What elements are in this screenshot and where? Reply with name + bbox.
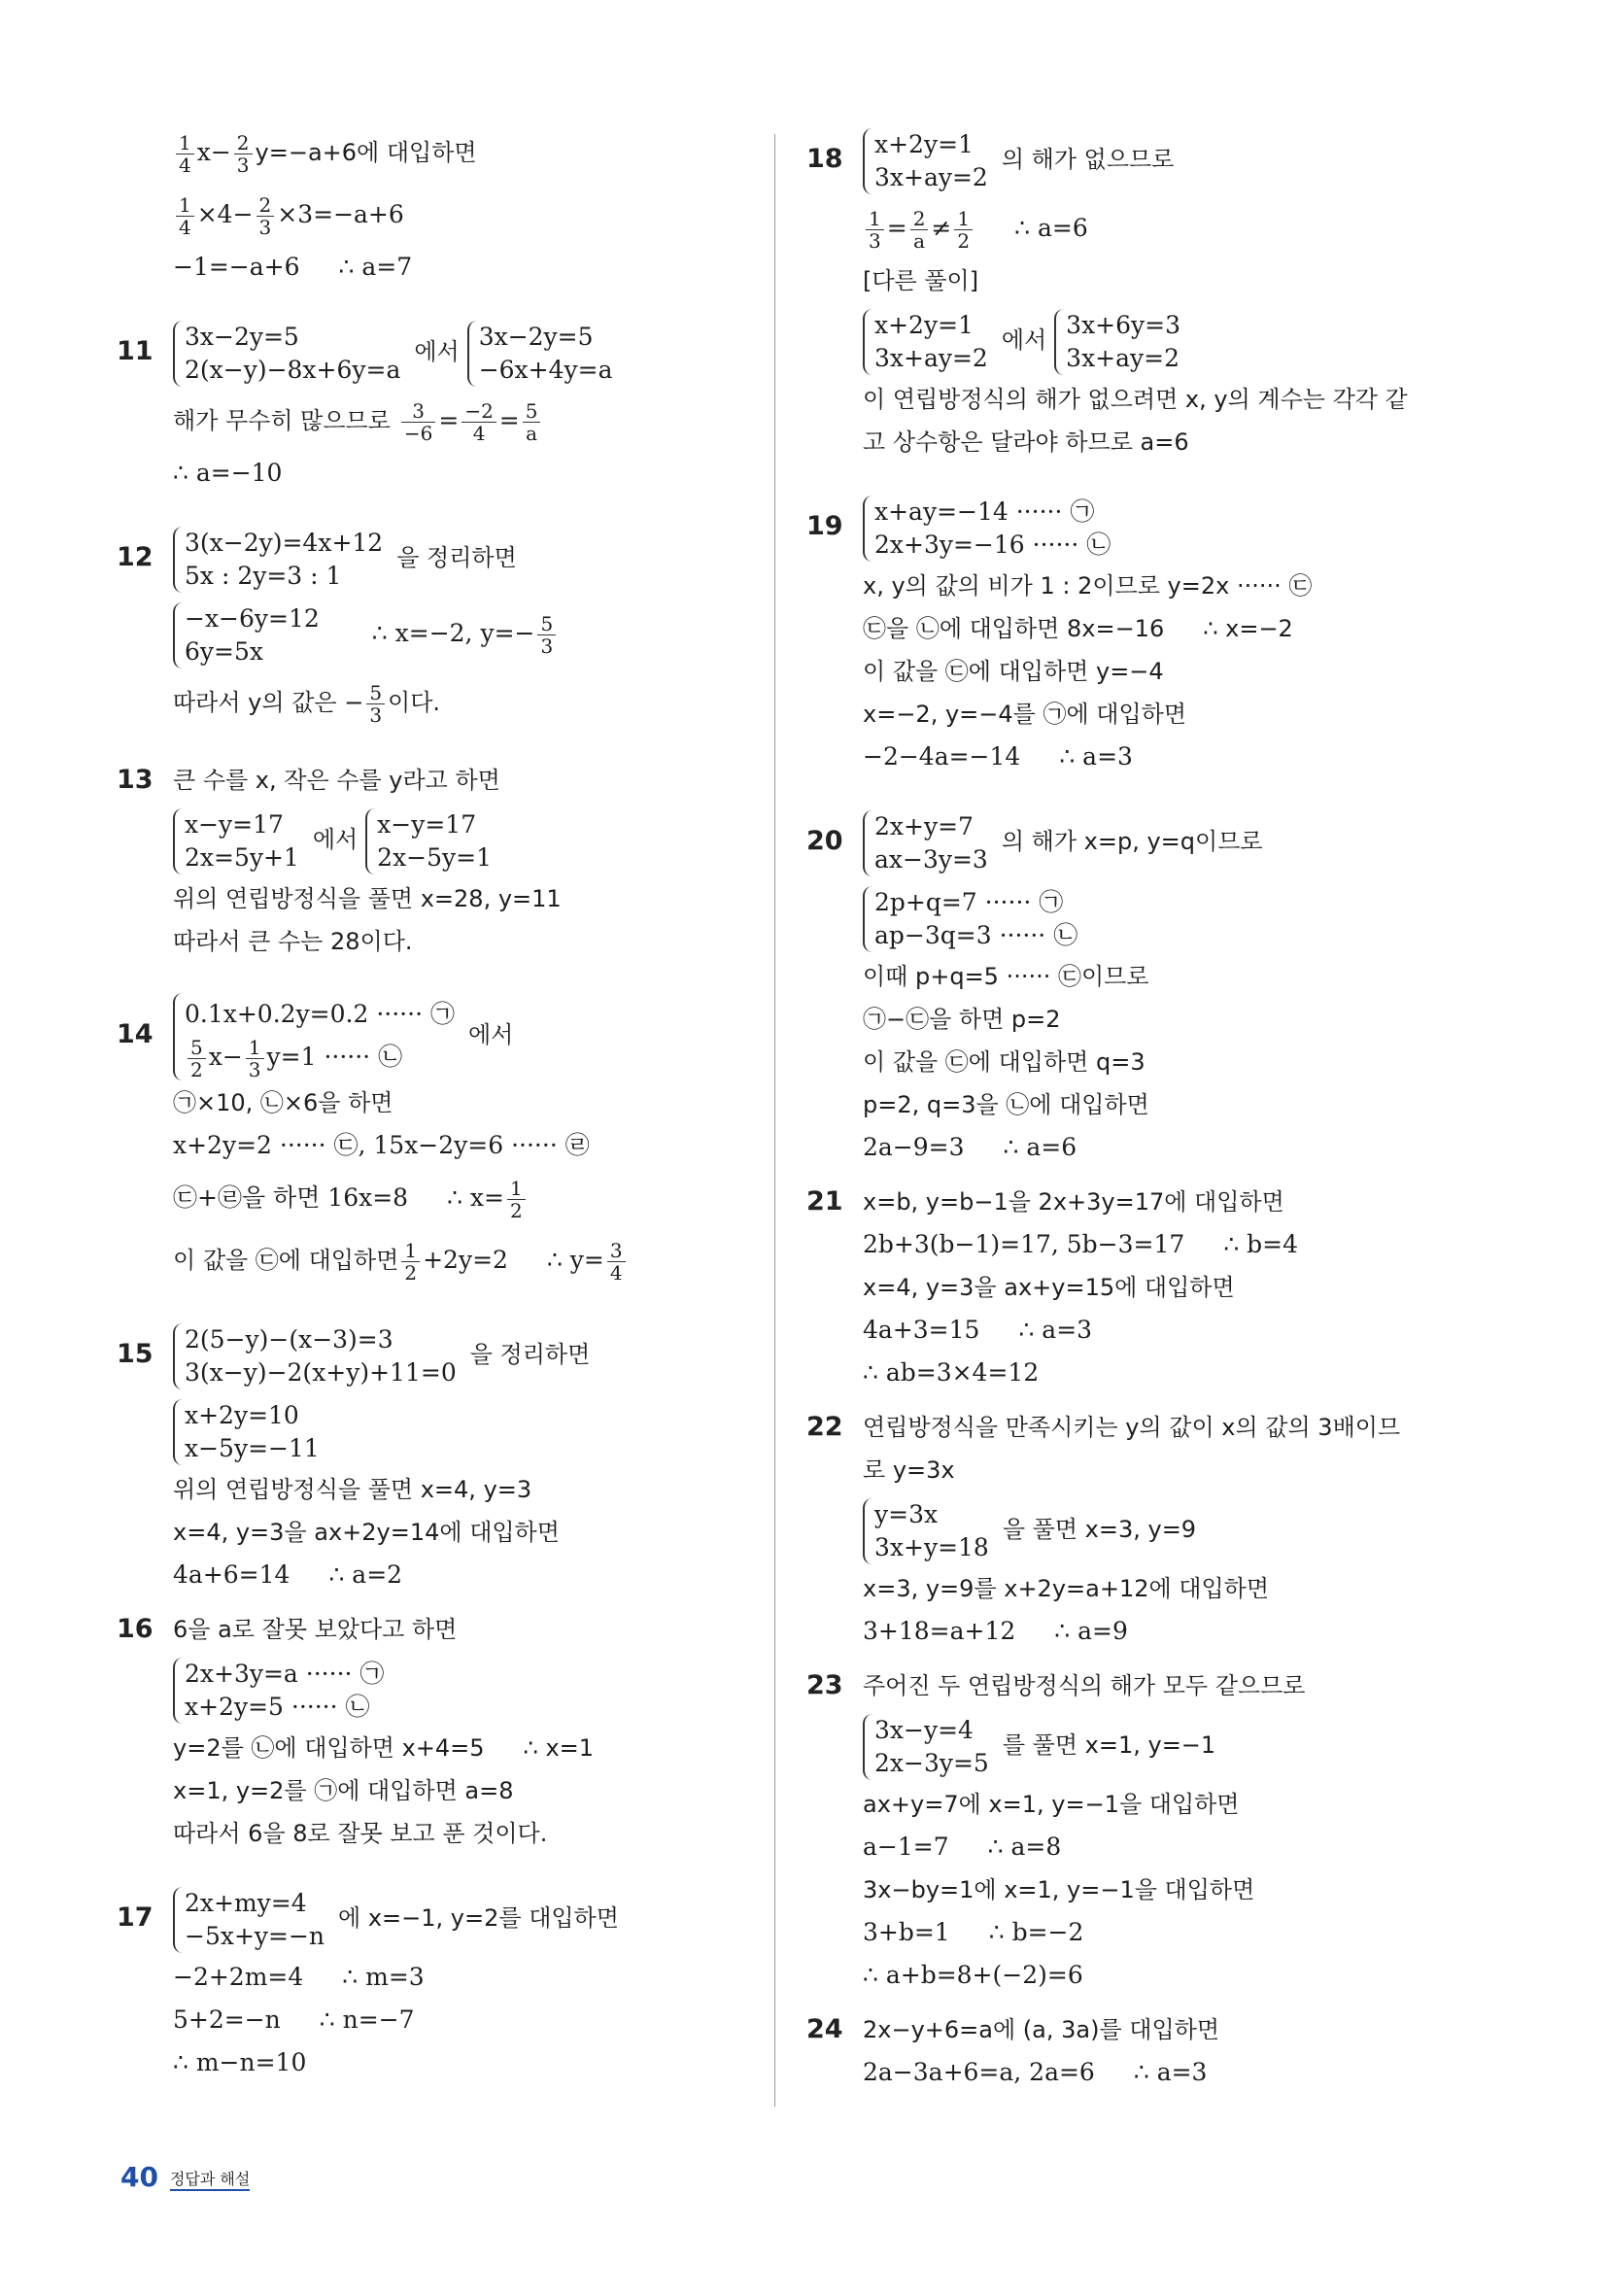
equation-system: 2p+q=7 ······ ㉠ ap−3q=3 ······ ㉡ bbox=[863, 886, 1083, 952]
fraction: $\frac{3}{4}$ bbox=[607, 1240, 626, 1284]
fraction: $\frac{5}{3}$ bbox=[366, 682, 385, 726]
fraction: $\frac{1}{3}$ bbox=[246, 1037, 264, 1080]
equation-system: 2x+y=7 ax−3y=3 bbox=[863, 810, 994, 876]
problem-number: 23 bbox=[806, 1670, 843, 1700]
problem-22: 22 연립방정식을 만족시키는 y의 값이 x의 값의 3배이므 로 y=3x y=3x 3x+y=18 을 풀면 x=3, y=9 x=3, y=9를 x+2y=a+12에 대입하면 3+18=a+12 ∴ a=9 bbox=[806, 1406, 1448, 1653]
problem-14: 14 0.1x+0.2y=0.2 ······ ㉠ $\frac{5}{2}$ x− $\frac{1}{3}$ y=1 ······ ㉡ 에서 ㉠×10, ㉡×6을 하면 x+2y=2 ······ ㉢, 15x−2y=6 ······ ㉣ ㉢+㉣을 하면 16x=8 ∴ x= $\frac{1}{2}$ 이 값을 ㉢에 대입하면 $\frac{1}{2}$ +2y=2 ∴ y= $\frac{3}{4}$ bbox=[117, 988, 758, 1291]
fraction: $\frac{2}{3}$ bbox=[234, 132, 253, 176]
equation-system: x+2y=1 3x+ay=2 bbox=[863, 128, 994, 194]
column-divider bbox=[774, 134, 775, 2107]
fraction: $\frac{5}{2}$ bbox=[188, 1037, 206, 1080]
fraction: $\frac{1}{4}$ bbox=[176, 194, 194, 238]
equation-system: 3x−y=4 2x−3y=5 bbox=[863, 1714, 995, 1780]
equation-system: x+2y=10 x−5y=−11 bbox=[173, 1399, 325, 1465]
problem-16: 16 6을 a로 잘못 보았다고 하면 2x+3y=a ······ ㉠ x+2y=5 ······ ㉡ y=2를 ㉡에 대입하면 x+4=5 ∴ x=1 x=1, y=2를 ㉠에 대입하면 a=8 따라서 6을 8로 잘못 보고 푼 것이다. bbox=[117, 1608, 758, 1855]
problem-number: 11 bbox=[117, 336, 154, 366]
equation-system: y=3x 3x+y=18 bbox=[863, 1498, 995, 1564]
problem-number: 22 bbox=[806, 1412, 843, 1442]
problem-number: 12 bbox=[117, 542, 154, 572]
fraction: $\frac{1}{2}$ bbox=[401, 1240, 420, 1284]
fraction: $\frac{1}{2}$ bbox=[954, 208, 973, 252]
fraction: $\frac{2}{3}$ bbox=[256, 194, 275, 238]
problem-number: 20 bbox=[806, 826, 843, 856]
problem-13: 13 큰 수를 x, 작은 수를 y라고 하면 x−y=17 2x=5y+1 에서 x−y=17 2x−5y=1 위의 연립방정식을 풀면 x=28, y=11 따라서 큰 수는 28이다. bbox=[117, 759, 758, 963]
fraction: $\frac{1}{3}$ bbox=[866, 208, 884, 252]
problem-number: 24 bbox=[806, 2014, 843, 2044]
problem-17: 17 2x+my=4 −5x+y=−n 에 x=−1, y=2를 대입하면 −2+2m=4 ∴ m=3 5+2=−n ∴ n=−7 ∴ m−n=10 bbox=[117, 1880, 758, 2084]
fraction: $\frac{2}{a}$ bbox=[910, 208, 929, 252]
equation-system: 0.1x+0.2y=0.2 ······ ㉠ $\frac{5}{2}$ x− $\frac{1}{3}$ y=1 ······ ㉡ bbox=[173, 993, 461, 1080]
problem-15: 15 2(5−y)−(x−3)=3 3(x−y)−2(x+y)+11=0 을 정리하면 x+2y=10 x−5y=−11 위의 연립방정식을 풀면 x=4, y=3 x=4, y=3을 ax+2y=14에 대입하면 4a+6=14 ∴ a=2 bbox=[117, 1317, 758, 1596]
problem-number: 13 bbox=[117, 765, 154, 795]
problem-19: 19 x+ay=−14 ······ ㉠ 2x+3y=−16 ······ ㉡ x, y의 값의 비가 1 : 2이므로 y=2x ······ ㉢ ㉢을 ㉡에 대입하면 8x=−16 ∴ x=−2 이 값을 ㉢에 대입하면 y=−4 x=−2, y=−4를 ㉠에 대입하면 −2−4a=−14 ∴ a=3 bbox=[806, 489, 1448, 778]
problem-number: 14 bbox=[117, 1019, 154, 1049]
equation-system: 3x−2y=5 2(x−y)−8x+6y=a bbox=[173, 321, 406, 387]
page-footer bbox=[120, 2161, 251, 2193]
equation-system: x+2y=1 3x+ay=2 bbox=[863, 309, 994, 375]
equation-system: x+ay=−14 ······ ㉠ 2x+3y=−16 ······ ㉡ bbox=[863, 496, 1116, 562]
fraction: $\frac{3}{-6}$ bbox=[401, 400, 435, 444]
problem-18: 18 x+2y=1 3x+ay=2 의 해가 없으므로 $\frac{1}{3}$ = $\frac{2}{a}$ ≠ $\frac{1}{2}$ ∴ a=6 [다른 풀이] x+2y=1 3x+ay=2 에서 3x+6y=3 3x+ay=2 이 연립방정식의 해가 없으려면 x, y의 계수는 각각 같 고 상수항은 달라야 하므로 a=6 bbox=[806, 121, 1448, 463]
equation-system: 3(x−2y)=4x+12 5x : 2y=3 : 1 bbox=[173, 527, 389, 593]
equation-system: −x−6y=12 6y=5x bbox=[173, 602, 325, 668]
page-number: 40 bbox=[120, 2161, 158, 2193]
fraction: $\frac{5}{3}$ bbox=[537, 613, 556, 657]
fraction: $\frac{1}{2}$ bbox=[507, 1178, 526, 1221]
problem-number: 15 bbox=[117, 1339, 154, 1369]
left-column bbox=[117, 121, 758, 2084]
problem-12: 12 3(x−2y)=4x+12 5x : 2y=3 : 1 을 정리하면 −x−6y=12 6y=5x ∴ x=−2, y=− $\frac{5}{3}$ 따라서 y의 값은 − $\frac{5}{3}$ 이다. bbox=[117, 520, 758, 734]
equation-system: 3x+6y=3 3x+ay=2 bbox=[1054, 309, 1186, 375]
equation-system: 2x+3y=a ······ ㉠ x+2y=5 ······ ㉡ bbox=[173, 1658, 390, 1724]
problem-number: 19 bbox=[806, 511, 843, 541]
problem-number: 18 bbox=[806, 144, 843, 174]
fraction: $\frac{1}{4}$ bbox=[176, 132, 194, 176]
problem-number: 16 bbox=[117, 1614, 154, 1644]
problem-24: 24 2x−y+6=a에 (a, 3a)를 대입하면 2a−3a+6=a, 2a=6 ∴ a=3 bbox=[806, 2008, 1448, 2094]
problem-number: 17 bbox=[117, 1902, 154, 1933]
equation-system: x−y=17 2x=5y+1 bbox=[173, 808, 305, 874]
problem-11: 11 3x−2y=5 2(x−y)−8x+6y=a 에서 3x−2y=5 −6x+4y=a 해가 무수히 많으므로 $\frac{3}{-6}$ = $\frac{-2}{4}$ = $\frac{5}{a}$ ∴ a=−10 bbox=[117, 314, 758, 495]
equation-system: 3x−2y=5 −6x+4y=a bbox=[467, 321, 619, 387]
equation-system: 2x+my=4 −5x+y=−n bbox=[173, 1887, 330, 1953]
fraction: $\frac{5}{a}$ bbox=[523, 400, 541, 444]
problem-20: 20 2x+y=7 ax−3y=3 의 해가 x=p, y=q이므로 2p+q=7 ······ ㉠ ap−3q=3 ······ ㉡ 이때 p+q=5 ······ ㉢이므로 ㉠−㉢을 하면 p=2 이 값을 ㉢에 대입하면 q=3 p=2, q=3을 ㉡에 대입하면 2a−9=3 ∴ a=6 bbox=[806, 804, 1448, 1169]
problem-10-continued: $\frac{1}{4}$ x− $\frac{2}{3}$ y=−a+6에 대입하면 $\frac{1}{4}$ ×4− $\frac{2}{3}$ ×3=−a+6 −1=−a+6 ∴ a=7 bbox=[173, 131, 477, 281]
footer-title: 정답과 해설 bbox=[170, 2172, 250, 2191]
fraction: $\frac{-2}{4}$ bbox=[462, 400, 496, 444]
right-column bbox=[806, 121, 1448, 2094]
problem-number: 21 bbox=[806, 1186, 843, 1217]
problem-23: 23 주어진 두 연립방정식의 해가 모두 같으므로 3x−y=4 2x−3y=5 를 풀면 x=1, y=−1 ax+y=7에 x=1, y=−1을 대입하면 a−1=7 ∴ a=8 3x−by=1에 x=1, y=−1을 대입하면 3+b=1 ∴ b=−2 ∴ a+b=8+(−2)=6 bbox=[806, 1664, 1448, 1997]
problem-21: 21 x=b, y=b−1을 2x+3y=17에 대입하면 2b+3(b−1)=17, 5b−3=17 ∴ b=4 x=4, y=3을 ax+y=15에 대입하면 4a+3=15 ∴ a=3 ∴ ab=3×4=12 bbox=[806, 1181, 1448, 1394]
equation-system: 2(5−y)−(x−3)=3 3(x−y)−2(x+y)+11=0 bbox=[173, 1323, 462, 1389]
equation-system: x−y=17 2x−5y=1 bbox=[365, 808, 497, 874]
